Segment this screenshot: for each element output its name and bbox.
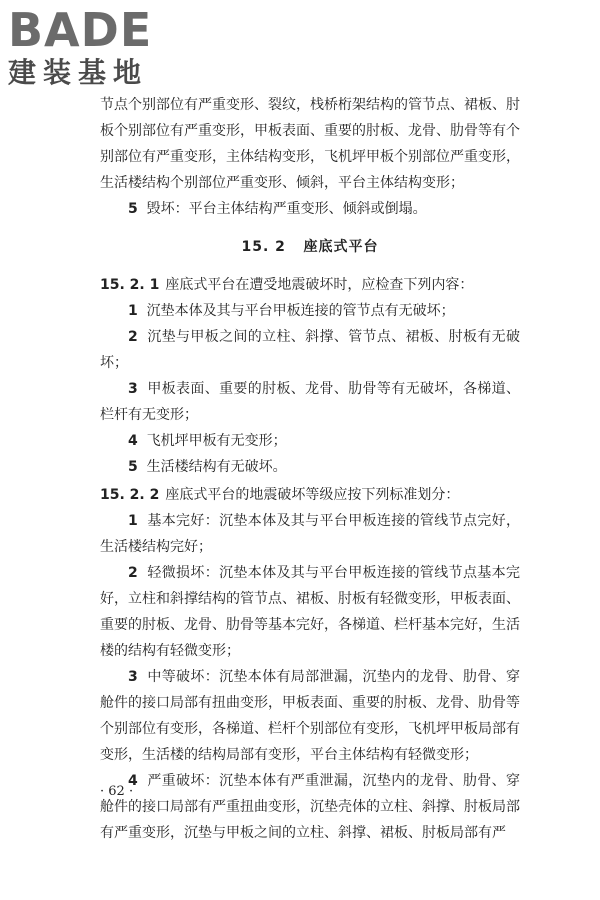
item-text: 严重破坏：沉垫本体有严重泄漏，沉垫内的龙骨、肋骨、穿舱件的接口局部有严重扭曲变形，沉垫壳体的立柱、斜撑、肘板局部有严重变形，沉垫与甲板之间的立柱、斜撑、裙板、肘板局部有严 <box>100 773 520 841</box>
item-text: 甲板表面、重要的肘板、龙骨、肋骨等有无破坏，各梯道、栏杆有无变形； <box>100 381 520 423</box>
item-number: 3 <box>128 381 138 397</box>
item-text: 飞机坪甲板有无变形； <box>146 433 287 449</box>
intro-item-5 <box>100 196 520 222</box>
item-text: 沉垫本体及其与平台甲板连接的管节点有无破坏； <box>146 303 455 319</box>
item-number: 5 <box>128 201 138 217</box>
section-heading <box>100 234 520 260</box>
logo-subtitle: 建装基地 <box>8 56 149 89</box>
logo-brand: BADE <box>8 3 153 57</box>
item-number: 4 <box>128 433 138 449</box>
list-item <box>100 768 520 846</box>
list-item <box>100 376 520 428</box>
list-item <box>100 664 520 768</box>
clause-number: 15. 2. 2 <box>100 487 160 503</box>
item-text: 毁坏：平台主体结构严重变形、倾斜或倒塌。 <box>146 201 427 217</box>
item-text: 沉垫与甲板之间的立柱、斜撑、管节点、裙板、肘板有无破坏； <box>100 329 520 371</box>
section-title: 座底式平台 <box>303 239 379 255</box>
item-number: 2 <box>128 329 138 345</box>
item-text: 中等破坏：沉垫本体有局部泄漏，沉垫内的龙骨、肋骨、穿舱件的接口局部有扭曲变形，甲板表面、重要的肘板、龙骨、肋骨等个别部位有变形，各梯道、栏杆个别部位有变形，飞机坪甲板局部有变形，生活楼的结构局部有变形，平台主体结构有轻微变形； <box>100 669 520 763</box>
list-item <box>100 298 520 324</box>
clause-text: 座底式平台在遭受地震破坏时，应检查下列内容： <box>165 277 474 293</box>
list-item <box>100 324 520 376</box>
list-item <box>100 560 520 664</box>
list-item <box>100 508 520 560</box>
list-item <box>100 428 520 454</box>
item-number: 5 <box>128 459 138 475</box>
page-number: · 62 · <box>100 784 134 799</box>
item-text: 轻微损坏：沉垫本体及其与平台甲板连接的管线节点基本完好，立柱和斜撑结构的管节点、裙板、肘板有轻微变形，甲板表面、重要的肘板、龙骨、肋骨等基本完好，各梯道、栏杆基本完好，生活楼的结构有轻微变形； <box>100 565 520 659</box>
logo <box>8 4 178 96</box>
clause-15-2-1 <box>100 272 520 298</box>
item-text: 基本完好：沉垫本体及其与平台甲板连接的管线节点完好，生活楼结构完好； <box>100 513 520 555</box>
clause-15-2-2 <box>100 482 520 508</box>
list-item <box>100 454 520 480</box>
item-number: 4 <box>128 773 138 789</box>
item-number: 3 <box>128 669 138 685</box>
item-number: 1 <box>128 513 138 529</box>
intro-paragraph: 节点个别部位有严重变形、裂纹，栈桥桁架结构的管节点、裙板、肘板个别部位有严重变形，甲板表面、重要的肘板、龙骨、肋骨等有个别部位有严重变形，主体结构变形，飞机坪甲板个别部位严重变形，生活楼结构个别部位严重变形、倾斜，平台主体结构变形； <box>100 97 520 191</box>
item-text: 生活楼结构有无破坏。 <box>146 459 287 475</box>
clause-number: 15. 2. 1 <box>100 277 160 293</box>
item-number: 1 <box>128 303 138 319</box>
page-body <box>100 92 520 846</box>
clause-text: 座底式平台的地震破坏等级应按下列标准划分： <box>165 487 460 503</box>
item-number: 2 <box>128 565 138 581</box>
section-number: 15. 2 <box>241 239 286 255</box>
